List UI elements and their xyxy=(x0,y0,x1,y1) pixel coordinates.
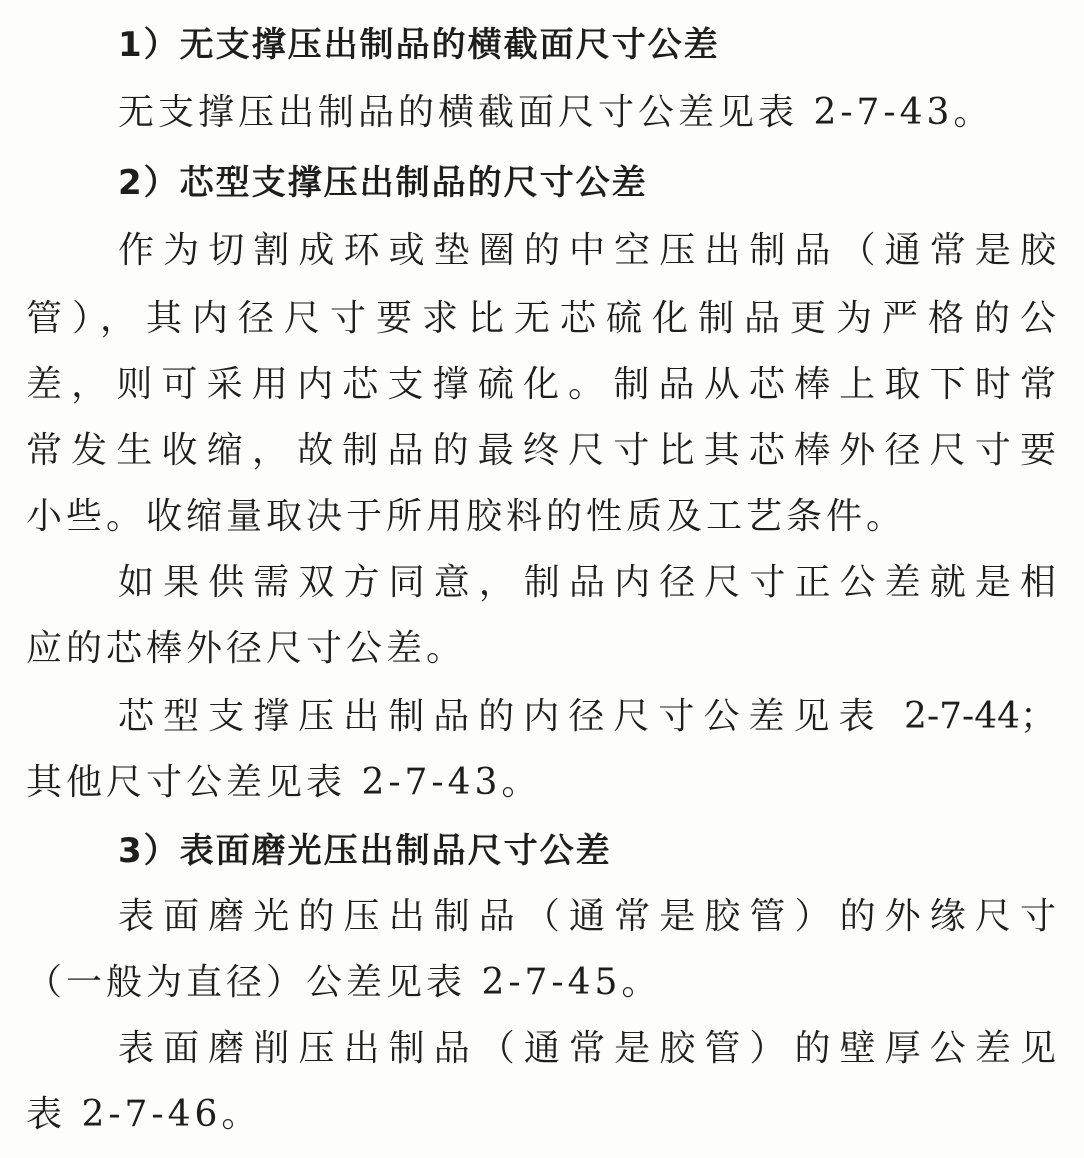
section-2-paragraph-1-line-1: 作为切割成环或垫圈的中空压出制品（通常是胶 xyxy=(118,230,1056,271)
section-2-paragraph-2-line-1: 如果供需双方同意，制品内径尺寸正公差就是相 xyxy=(118,562,1056,603)
section-2-heading: 2）芯型支撑压出制品的尺寸公差 xyxy=(118,163,648,203)
section-3-paragraph-1-line-1: 表面磨光的压出制品（通常是胶管）的外缘尺寸 xyxy=(118,896,1056,937)
section-3-paragraph-2-line-2: 表 2-7-46。 xyxy=(26,1094,262,1135)
section-2-paragraph-1-line-5: 小些。收缩量取决于所用胶料的性质及工艺条件。 xyxy=(26,496,907,537)
section-2-paragraph-1-line-2: 管），其内径尺寸要求比无芯硫化制品更为严格的公 xyxy=(26,298,1056,339)
section-1-paragraph-line: 无支撑压出制品的横截面尺寸公差见表 2-7-43。 xyxy=(118,92,994,133)
section-2-paragraph-2-line-2: 应的芯棒外径尺寸公差。 xyxy=(26,628,467,669)
section-3-heading: 3）表面磨光压出制品尺寸公差 xyxy=(118,831,612,871)
section-2-paragraph-1-line-4: 常发生收缩，故制品的最终尺寸比其芯棒外径尺寸要 xyxy=(26,430,1056,471)
section-3-paragraph-1-line-2: （一般为直径）公差见表 2-7-45。 xyxy=(26,962,662,1003)
section-1-heading: 1）无支撑压出制品的横截面尺寸公差 xyxy=(118,25,720,65)
section-2-paragraph-3-line-2: 其他尺寸公差见表 2-7-43。 xyxy=(26,762,542,803)
section-2-paragraph-3-line-1: 芯型支撑压出制品的内径尺寸公差见表 2-7-44； xyxy=(118,696,1056,737)
section-3-paragraph-2-line-1: 表面磨削压出制品（通常是胶管）的壁厚公差见 xyxy=(118,1028,1056,1069)
section-2-paragraph-1-line-3: 差，则可采用内芯支撑硫化。制品从芯棒上取下时常 xyxy=(26,364,1056,405)
